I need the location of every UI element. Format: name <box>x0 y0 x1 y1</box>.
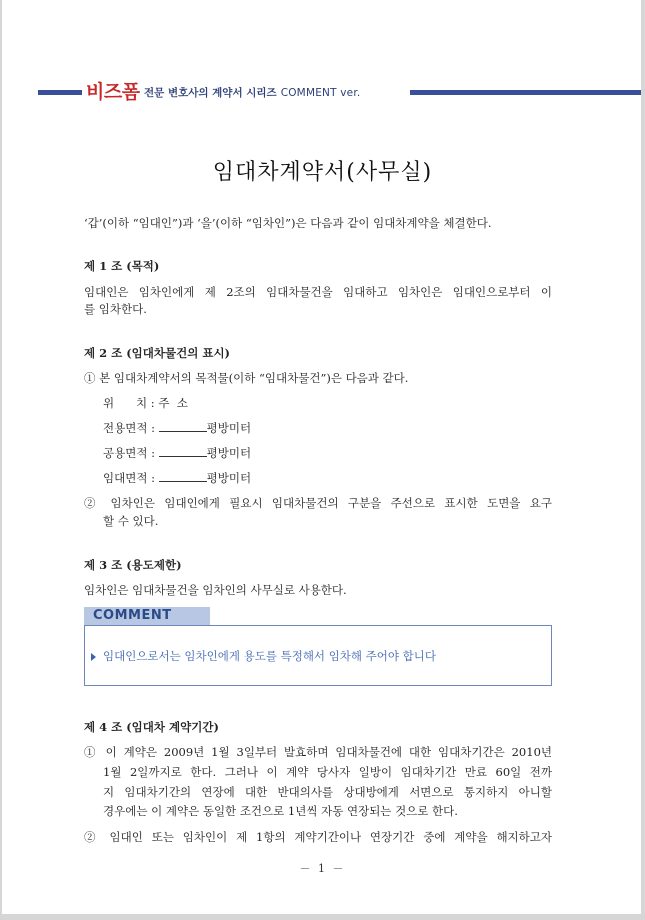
article-2-heading: 제 2 조 (임대차물건의 표시) <box>84 346 230 360</box>
brand-logo: 비즈폼 <box>86 81 140 103</box>
lease-area-unit: 평방미터 <box>206 471 252 485</box>
exclusive-area-row <box>103 421 251 435</box>
article-4-item-1-line-3: 지 임대차기간의 연장에 대한 반대의사를 상대방에게 서면으로 통지하지 아니할 <box>103 785 552 799</box>
common-area-unit: 평방미터 <box>206 446 252 460</box>
series-title: 전문 변호사의 계약서 시리즈 <box>144 87 277 99</box>
article-4-item-1-line-1: ① 이 계약은 2009년 1월 3일부터 발효하며 임대차물건에 대한 임대차기간은 2010년 <box>84 745 552 759</box>
intro-text: ‘갑’(이하 “임대인”)과 ‘을’(이하 “임차인”)은 다음과 같이 임대차계약을 체결한다. <box>84 216 492 230</box>
bullet-arrow-icon <box>91 653 96 661</box>
comment-text: 임대인으로서는 임차인에게 용도를 특정해서 임차해 주어야 합니다 <box>103 649 436 663</box>
exclusive-area-label: 전용면적 : <box>103 421 155 435</box>
comment-label: COMMENT <box>93 608 172 623</box>
version-label: COMMENT ver. <box>280 87 361 99</box>
page-number: － 1 － <box>299 862 346 875</box>
header-rule-left <box>38 90 82 95</box>
common-area-row <box>103 446 251 460</box>
common-area-blank <box>159 447 207 457</box>
article-3-heading: 제 3 조 (용도제한) <box>84 558 182 572</box>
article-2-item-2-line-2: 할 수 있다. <box>103 514 159 528</box>
article-4-item-1-line-2: 1월 2일까지로 한다. 그러나 이 계약 당사자 일방이 임대차기간 만료 60일 전까 <box>103 765 552 779</box>
common-area-label: 공용면적 : <box>103 446 155 460</box>
lease-area-blank <box>159 472 207 482</box>
page-border-right <box>641 0 645 920</box>
article-4-item-2-line-1: ② 임대인 또는 임차인이 제 1항의 계약기간이나 연장기간 중에 계약을 해지하고자 <box>84 830 552 844</box>
location-row: 위 치 : 주 소 <box>103 396 188 410</box>
lease-area-row <box>103 471 251 485</box>
header-rule-right <box>410 90 641 95</box>
page-border-bottom <box>0 914 645 920</box>
article-1-heading: 제 1 조 (목적) <box>84 259 160 273</box>
article-4-heading: 제 4 조 (임대차 계약기간) <box>84 720 219 734</box>
page-border-left <box>0 0 2 920</box>
series-label <box>144 85 360 100</box>
document-title: 임대차계약서(사무실) <box>212 160 433 185</box>
exclusive-area-unit: 평방미터 <box>206 421 252 435</box>
exclusive-area-blank <box>159 422 207 432</box>
article-3-text: 임차인은 임대차물건을 임차인의 사무실로 사용한다. <box>84 583 347 597</box>
article-1-line-1: 임대인은 임차인에게 제 2조의 임대차물건을 임대하고 임차인은 임대인으로부터 이 <box>84 285 552 299</box>
article-1-line-2: 를 임차한다. <box>84 302 147 316</box>
article-4-item-1-line-4: 경우에는 이 계약은 동일한 조건으로 1년씩 자동 연장되는 것으로 한다. <box>103 804 458 818</box>
lease-area-label: 임대면적 : <box>103 471 155 485</box>
article-2-item-2-line-1: ② 임차인은 임대인에게 필요시 임대차물건의 구분을 주선으로 표시한 도면을 요구 <box>84 496 552 510</box>
article-2-item-1: ① 본 임대차계약서의 목적물(이하 “임대차물건”)은 다음과 같다. <box>84 371 409 385</box>
